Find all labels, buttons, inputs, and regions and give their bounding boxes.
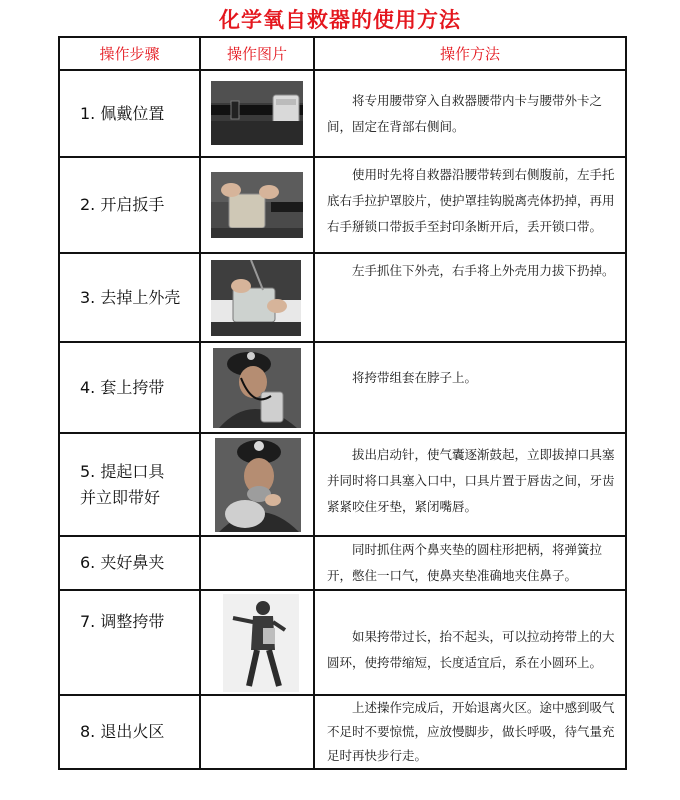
step-label: 6. 夹好鼻夹 — [59, 536, 200, 590]
header-image: 操作图片 — [200, 37, 314, 70]
step-label: 1. 佩戴位置 — [59, 70, 200, 157]
step-method: 同时抓住两个鼻夹垫的圆柱形把柄，将弹簧拉开，憋住一口气，使鼻夹垫准确地夹住鼻子。 — [314, 536, 626, 590]
header-row — [59, 37, 626, 70]
header-method: 操作方法 — [314, 37, 626, 70]
step-method: 拔出启动针，使气囊逐渐鼓起，立即拔掉口具塞并同时将口具塞入口中，口具片置于唇齿之间，牙齿紧紧咬住牙垫，紧闭嘴唇。 — [314, 433, 626, 536]
table-row — [59, 70, 626, 157]
step-method: 左手抓住下外壳，右手将上外壳用力拔下扔掉。 — [314, 253, 626, 342]
header-step: 操作步骤 — [59, 37, 200, 70]
step-label-line-1: 5. 提起口具 — [80, 461, 165, 481]
remove-shell-photo — [211, 260, 301, 336]
table-row — [59, 342, 626, 433]
step-photo — [200, 433, 314, 536]
step-label: 2. 开启扳手 — [59, 157, 200, 253]
adjust-strap-photo — [223, 594, 299, 692]
open-wrench-photo — [211, 172, 303, 238]
instruction-table — [58, 36, 627, 770]
step-label — [59, 433, 200, 536]
mouthpiece-photo — [215, 438, 301, 532]
step-photo — [200, 70, 314, 157]
step-method: 使用时先将自救器沿腰带转到右侧腹前，左手托底右手拉护罩胶片，使护罩挂钩脱离壳体扔掉，再用右手掰锁口带扳手至封印条断开后，丢开锁口带。 — [314, 157, 626, 253]
table-row — [59, 157, 626, 253]
step-method: 将挎带组套在脖子上。 — [314, 342, 626, 433]
step-label: 3. 去掉上外壳 — [59, 253, 200, 342]
step-method: 将专用腰带穿入自救器腰带内卡与腰带外卡之间，固定在背部右侧间。 — [314, 70, 626, 157]
step-label: 4. 套上挎带 — [59, 342, 200, 433]
table-row — [59, 433, 626, 536]
table-row — [59, 536, 626, 590]
table-row — [59, 590, 626, 695]
step-photo — [200, 342, 314, 433]
step-label: 8. 退出火区 — [59, 695, 200, 769]
step-method: 上述操作完成后，开始退离火区。途中感到吸气不足时不要惊慌，应放慢脚步，做长呼吸，待气量充足时再快步行走。 — [314, 695, 626, 769]
step-photo — [200, 590, 314, 695]
step-label: 7. 调整挎带 — [59, 590, 200, 695]
waist-belt-photo — [211, 81, 303, 145]
step-method: 如果挎带过长，抬不起头，可以拉动挎带上的大圆环，使挎带缩短，长度适宜后，系在小圆环上。 — [314, 590, 626, 695]
table-row — [59, 695, 626, 769]
step-photo — [200, 157, 314, 253]
table-row — [59, 253, 626, 342]
step-label-line-2: 并立即带好 — [80, 487, 161, 507]
step-photo-empty — [200, 695, 314, 769]
step-photo-empty — [200, 536, 314, 590]
neck-strap-photo — [213, 348, 301, 428]
step-photo — [200, 253, 314, 342]
page-title: 化学氧自救器的使用方法 — [219, 8, 461, 32]
